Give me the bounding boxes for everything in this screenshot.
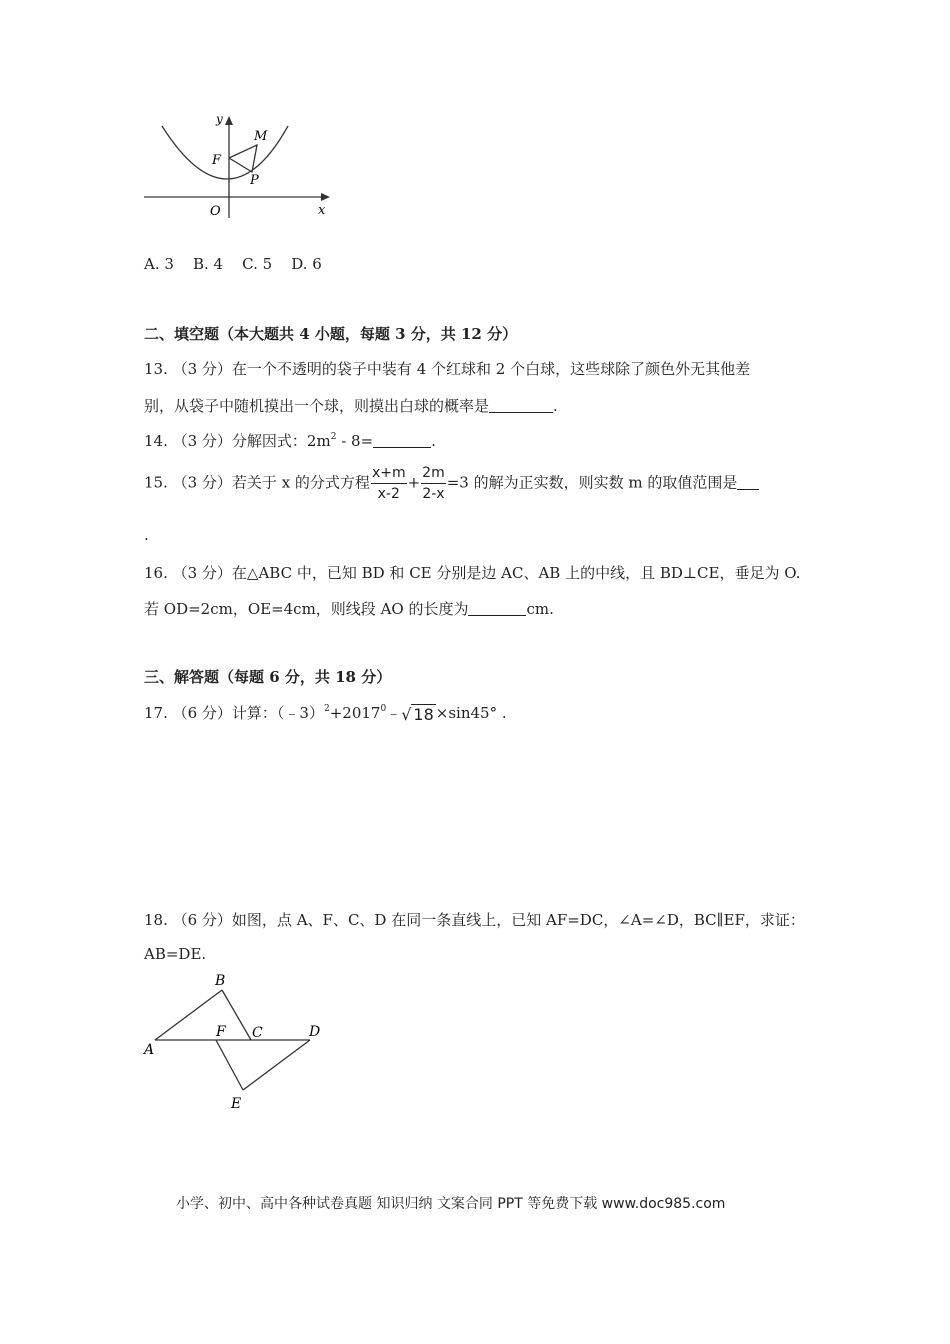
q12-options: A. 3 B. 4 C. 5 D. 6	[144, 255, 322, 273]
q14-middle: - 8=	[336, 432, 374, 450]
q14-answer-blank	[373, 432, 431, 448]
y-axis-label: y	[216, 112, 223, 126]
q15-line2: .	[144, 526, 149, 544]
point-c-label: C	[252, 1025, 263, 1041]
q14-line	[144, 430, 436, 451]
point-p-label: P	[250, 173, 259, 188]
q16-prefix: 若 OD=2cm，OE=4cm，则线段 AO 的长度为	[144, 600, 469, 618]
q16-line1: 16. （3 分）在△ABC 中，已知 BD 和 CE 分别是边 AC、AB 上的中线，且 BD⊥CE，垂足为 O.	[144, 564, 801, 582]
point-b-label: B	[215, 973, 226, 989]
q17-prefix: 17. （6 分）计算：（﹣3）	[144, 704, 324, 722]
section2-heading: 二、填空题（本大题共 4 小题，每题 3 分，共 12 分）	[144, 325, 518, 343]
q14-end: .	[431, 432, 436, 450]
q17-radicand: 18	[413, 705, 434, 724]
page-footer: 小学、初中、高中各种试卷真题 知识归纳 文案合同 PPT 等免费下载 www.doc985.com	[176, 1196, 726, 1212]
q13-text: 别，从袋子中随机摸出一个球，则摸出白球的概率是	[144, 397, 490, 415]
q17-sqrt: √ 18	[401, 705, 434, 724]
q13-line2	[144, 395, 558, 416]
q15-frac2-numerator: 2m	[421, 463, 446, 484]
origin-label: O	[210, 204, 221, 219]
q15-frac2-denominator: 2-x	[422, 486, 445, 502]
q16-answer-blank	[468, 600, 526, 616]
point-f-label: F	[212, 153, 222, 168]
triangles-figure	[140, 968, 340, 1113]
q15-frac1-numerator: x+m	[371, 463, 407, 484]
q15-fraction-2	[421, 463, 446, 504]
q15-prefix: 15. （3 分）若关于 x 的分式方程	[144, 473, 370, 492]
q15-plus: +	[407, 473, 421, 492]
q15-answer-blank	[737, 474, 759, 490]
point-m-label: M	[254, 129, 268, 144]
q17-exponent-1: 2	[323, 704, 330, 714]
q14-prefix: 14. （3 分）分解因式：2m	[144, 432, 331, 450]
q15-suffix: =3 的解为正实数，则实数 m 的取值范围是	[446, 473, 738, 492]
point-d-label: D	[309, 1024, 321, 1040]
q17-suffix: ×sin45° .	[435, 704, 507, 722]
q15-fraction-1	[371, 463, 407, 504]
x-axis-label: x	[318, 203, 326, 218]
section3-heading: 三、解答题（每题 6 分，共 18 分）	[144, 668, 392, 686]
q16-suffix: cm.	[526, 600, 554, 618]
q15-frac1-denominator: x-2	[377, 486, 400, 502]
q17-exponent-2: 0	[380, 704, 387, 714]
point-a-label: A	[144, 1042, 155, 1058]
point-f-label-2: F	[216, 1024, 226, 1040]
parabola-figure	[140, 108, 340, 223]
q17-line	[144, 702, 507, 724]
q18-line2: AB=DE.	[144, 945, 207, 963]
q14-exponent: 2	[330, 432, 337, 442]
point-e-label: E	[231, 1096, 242, 1112]
q13-line1: 13. （3 分）在一个不透明的袋子中装有 4 个红球和 2 个白球，这些球除了颜色外无其他差	[144, 360, 751, 378]
q13-answer-blank	[489, 397, 553, 413]
q16-line2	[144, 598, 554, 619]
q15-line	[144, 463, 759, 504]
q13-end: .	[553, 397, 558, 415]
q17-mid: +2017	[329, 704, 381, 722]
q17-minus: ﹣	[386, 704, 402, 722]
q18-line1: 18. （6 分）如图，点 A、F、C、D 在同一条直线上，已知 AF=DC，∠A=∠D，BC∥EF，求证：	[144, 911, 805, 929]
